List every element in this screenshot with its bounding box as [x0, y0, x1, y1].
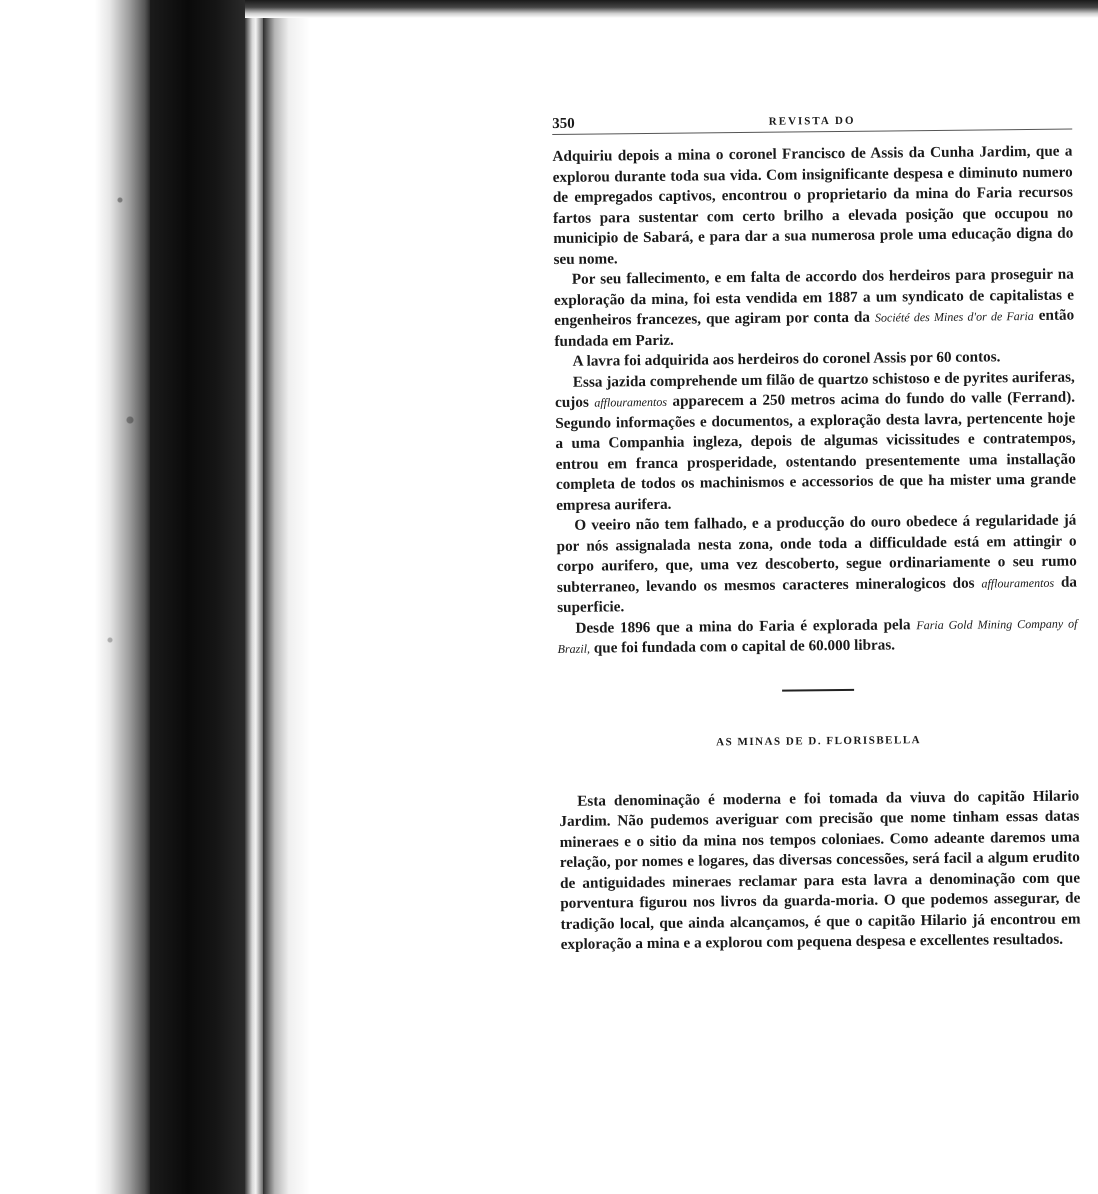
paragraph-6-text: Desde 1896 que a mina do Faria é explorada pela: [575, 615, 917, 637]
paragraph-5-text: O veeiro não tem falhado, e a producção do ouro obedece á regularidade já por nós assignalada nesta zona, onde toda a difficuldade está em attingir o corpo aurifero, que, uma vez descoberto, segue ordinariamente o seu rumo subterraneo, levando os mesmos caracteres mineralogicos dos: [556, 511, 1077, 596]
scan-margin-left: [0, 0, 150, 1194]
page-number: 350: [552, 115, 575, 132]
paragraph-4-text: Essa jazida comprehende um filão de quartzo schistoso e de pyrites auriferas, cujos: [554, 368, 1075, 411]
paragraph-2-italic: Société des Mines d'or de Faria: [874, 308, 1034, 325]
spine-edge: [245, 0, 263, 1194]
paragraph-6-italic: Faria Gold Mining Company of Brazil,: [557, 616, 1078, 656]
section-title: AS MINAS DE D. FLORISBELLA: [716, 733, 922, 748]
book-binding: [0, 0, 310, 1194]
page-gutter: [263, 0, 310, 1194]
paragraph-4-tail: apparecem a 250 metros acima do fundo do valle (Ferrand). Segundo informações e documentos, a exploração desta lavra, pertencente hoje a uma Companhia ingleza, depois de algumas vicissitudes e contratempos, entrou em franca prosperidade, ostentando presentemente uma installação completa de todos os machinismos e accessorios de que ha mister uma grande empresa aurifera.: [555, 388, 1076, 514]
paragraph-1: Adquiriu depois a mina o coronel Francisco de Assis da Cunha Jardim, que a explorou durante toda sua vida. Com insignificante despesa e diminuto numero de empregados captivos, encontrou o proprietario da mina do Faria recursos fartos para sustentar com certo brilho a elevada posição que occupou no municipio de Sabará, e para dar a sua numerosa prole uma educação digna do seu nome.: [552, 142, 1074, 268]
paragraph-5-tail: da superficie.: [557, 573, 1078, 616]
paragraph-6-tail: que foi fundada com o capital de 60.000 libras.: [589, 636, 896, 657]
page-top-edge: [245, 0, 1098, 18]
paragraph-4: [555, 367, 1076, 516]
section-divider: [782, 688, 854, 691]
paragraph-5: [556, 511, 1077, 619]
book-spine: [150, 0, 245, 1194]
paragraph-4-italic: afflouramentos: [594, 394, 668, 410]
paragraph-6: [557, 613, 1077, 659]
paragraph-2: [554, 265, 1075, 352]
paragraph-2-tail: então fundada em Pariz.: [554, 306, 1075, 350]
section-paragraph: Esta denominação é moderna e foi tomada da viuva do capitão Hilario Jardim. Não pudemos averiguar com precisão que nome tinham essas datas mineraes e o sitio da mina nos tempos coloniaes. Como adeante daremos uma relação, por nomes e logares, das diversas concessões, será facil a algum erudito de antiguidades mineraes reclamar para esta lavra a denominação com que porventura figurou nos livros da guarda-moria. O que podemos assegurar, de tradição local, que ainda alcançamos, é que o capitão Hilario já encontrou em exploração a mina e a explorou com pequena despesa e excellentes resultados.: [559, 787, 1081, 953]
paragraph-2-text: Por seu fallecimento, e em falta de accordo dos herdeiros para proseguir na exploração da mina, foi esta vendida em 1887 a um syndicato de capitalistas e engenheiros francezes, que agiram por conta da: [553, 265, 1075, 329]
paragraph-5-italic: afflouramentos: [981, 575, 1055, 591]
paragraph-3: A lavra foi adquirida aos herdeiros do coronel Assis por 60 contos.: [572, 348, 1001, 370]
running-header: [552, 105, 1072, 135]
running-title: REVISTA DO: [768, 114, 856, 128]
book-page: [552, 105, 1081, 956]
